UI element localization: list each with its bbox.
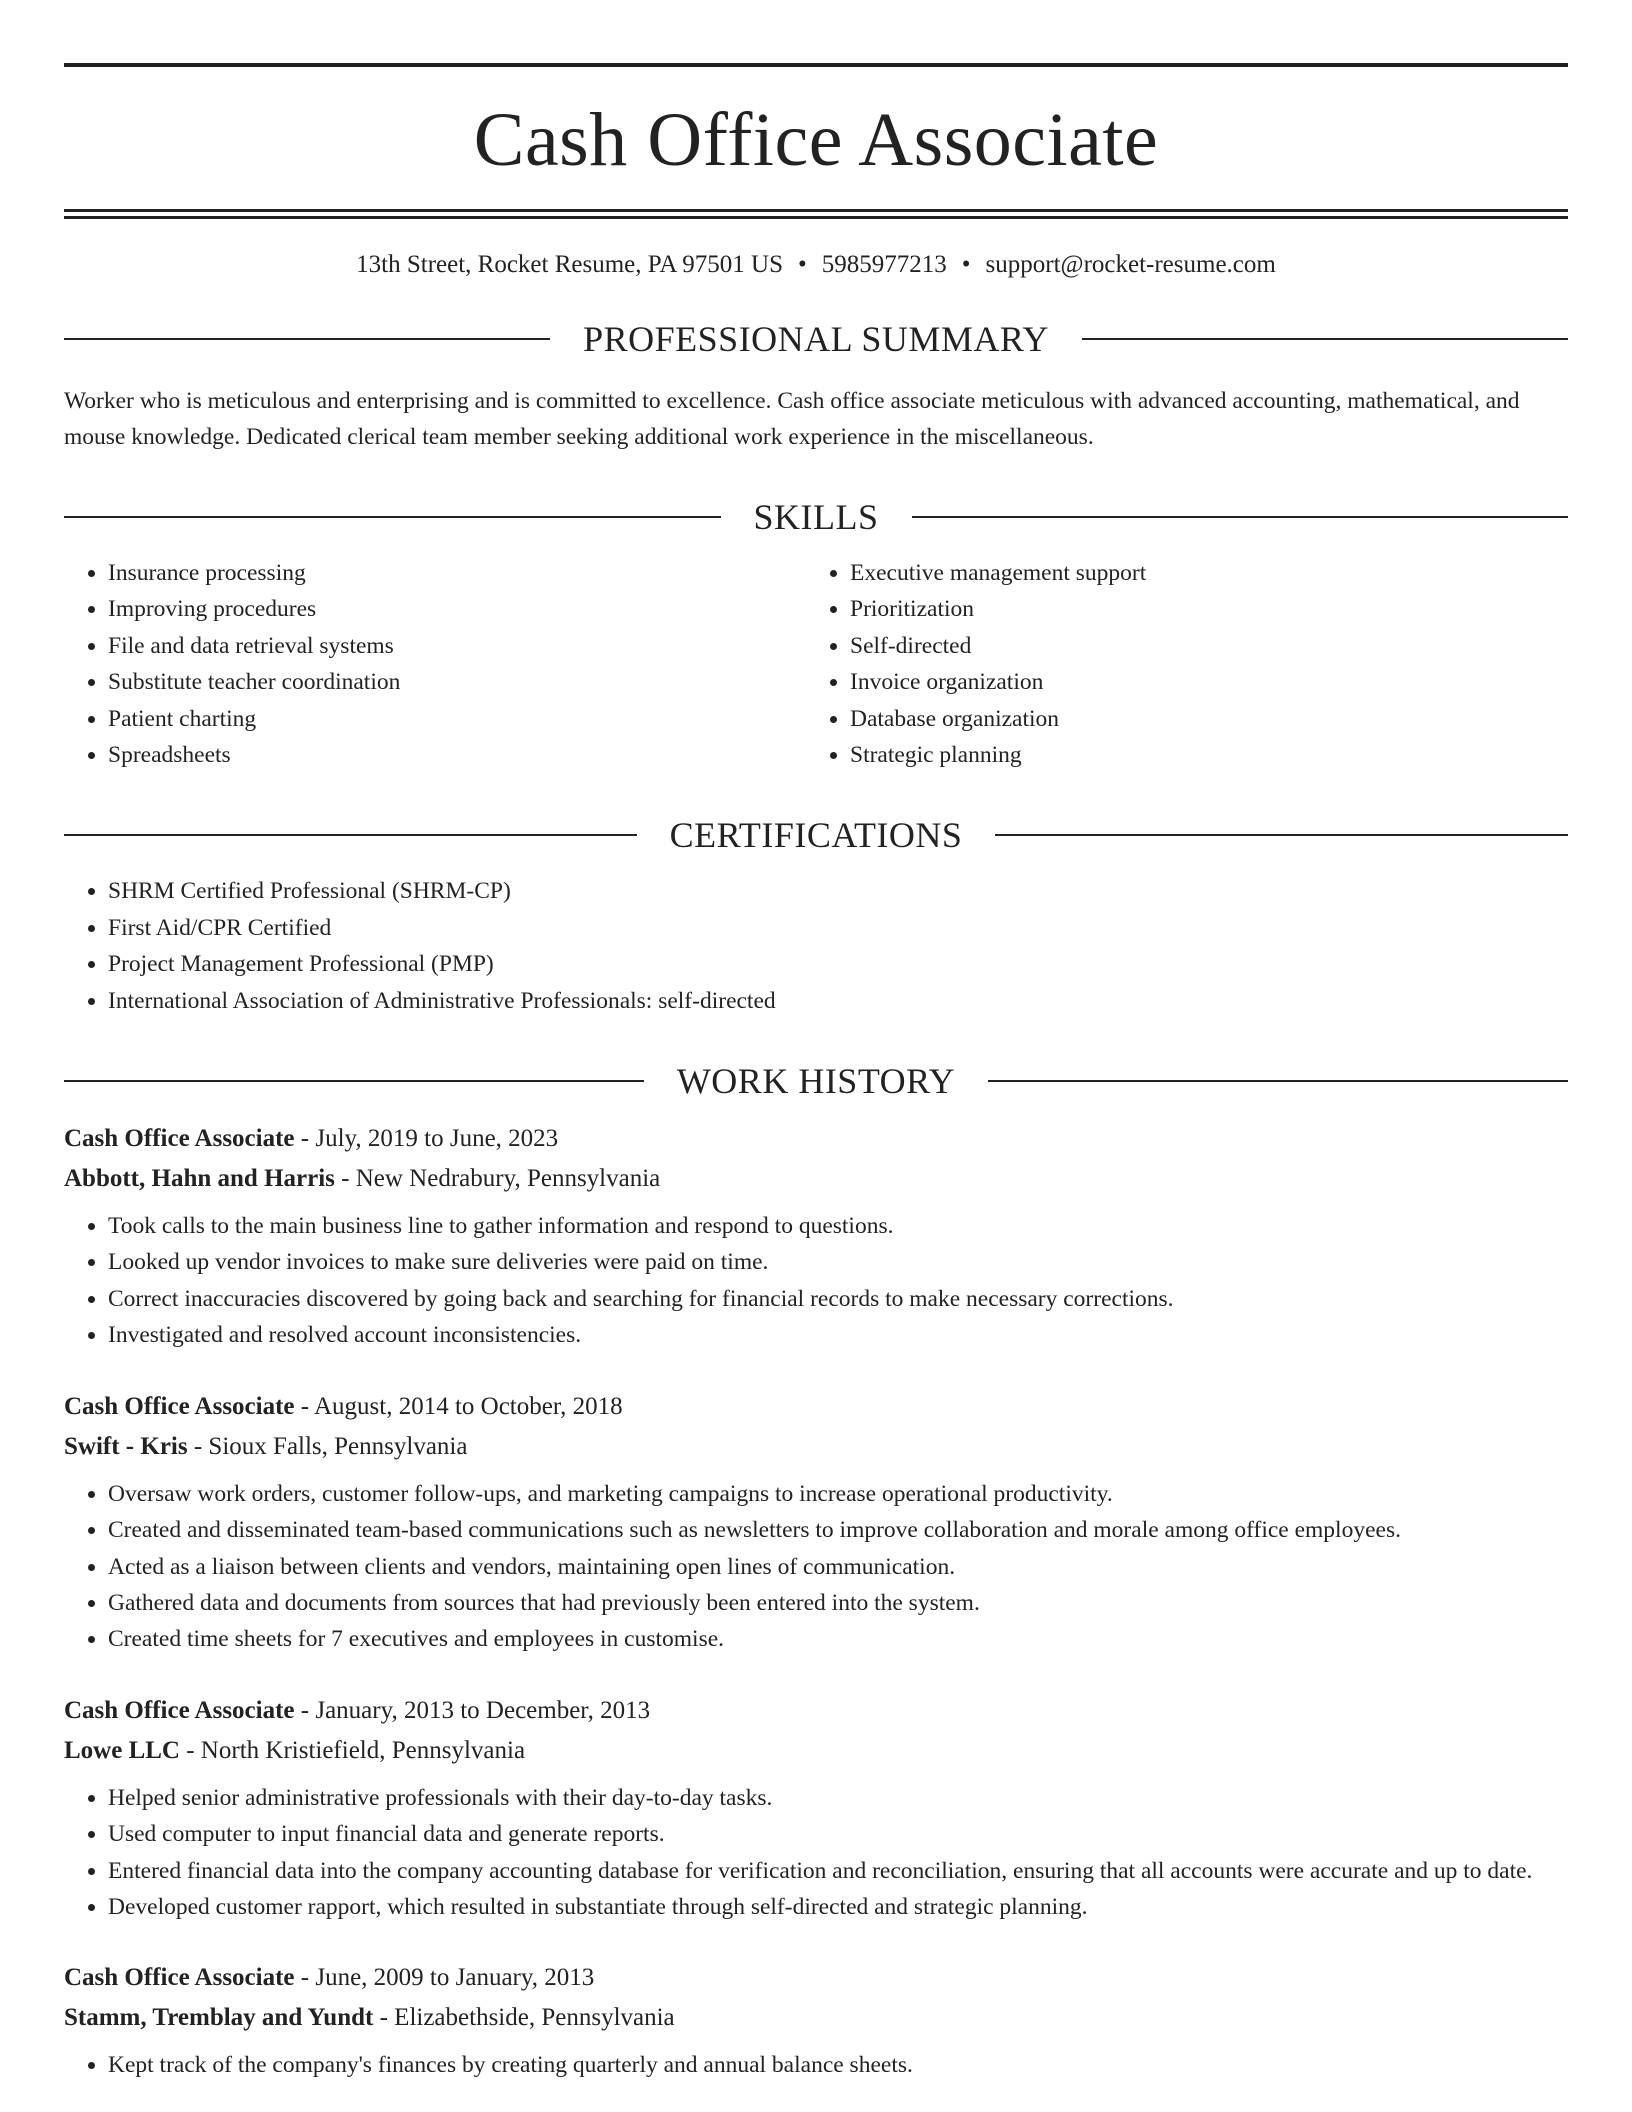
job-bullet: • Gathered data and documents from sources that had previously been entered into the system. [108,1585,1568,1621]
job-bullets [64,1780,1568,1926]
skill-item: • Strategic planning [850,737,1548,773]
job-company: Stamm, Tremblay and Yundt [64,2004,374,2032]
job-company: Swift - Kris [64,1432,188,1460]
certification-item: • First Aid/CPR Certified [108,910,1568,946]
skill-item: • Self-directed [850,628,1548,664]
section-header-summary [64,321,1568,357]
job-company: Lowe LLC [64,1736,180,1764]
section-title: SKILLS [753,497,879,537]
job-title-line [64,1119,1568,1159]
header-top-rule [64,63,1568,67]
job-bullet: • Developed customer rapport, which resulted in substantiate through self-directed and strategic planning. [108,1889,1568,1925]
job-bullet: • Entered financial data into the company accounting database for verification and reconciliation, ensuring that all accounts were accurate and up to date. [108,1853,1568,1889]
job-company: Abbott, Hahn and Harris [64,1165,335,1193]
job-dates: - July, 2019 to June, 2023 [294,1125,559,1153]
summary-text: Worker who is meticulous and enterprising and is committed to excellence. Cash office associate meticulous with advanced accounting, mathematical, and mouse knowledge. Dedicated clerical team member seeking additional work experience in the miscellaneous. [64,388,1520,450]
section-title: WORK HISTORY [676,1061,956,1102]
job-role: Cash Office Associate [64,1125,295,1153]
job-bullet: • Acted as a liaison between clients and vendors, maintaining open lines of communication. [108,1549,1568,1585]
certifications-list [64,873,1568,1019]
job-role: Cash Office Associate [64,1964,295,1992]
skill-item: • Insurance processing [108,555,806,591]
section-divider [64,1080,644,1082]
skills-columns [64,555,1568,773]
job-bullets [64,2047,1568,2083]
contact-email: support@rocket-resume.com [985,251,1276,278]
job-bullet: • Created and disseminated team-based communications such as newsletters to improve collaboration and morale among office employees. [108,1512,1568,1548]
job-entry [64,1691,1568,1926]
skill-item: • File and data retrieval systems [108,628,806,664]
job-title-line [64,1387,1568,1427]
section-header-work-history [64,1061,1568,1102]
skill-item: • Database organization [850,701,1548,737]
section-divider [995,834,1568,836]
section-divider [912,516,1569,518]
job-location: - New Nedrabury, Pennsylvania [334,1165,661,1193]
section-divider [64,516,721,518]
job-role: Cash Office Associate [64,1696,295,1724]
section-divider [988,1080,1568,1082]
job-bullet: • Looked up vendor invoices to make sure deliveries were paid on time. [108,1244,1568,1280]
certification-item: • International Association of Administrative Professionals: self-directed [108,983,1568,1019]
section-title: CERTIFICATIONS [669,815,963,856]
skill-item: • Patient charting [108,701,806,737]
section-divider [64,338,550,340]
job-dates: - June, 2009 to January, 2013 [294,1964,595,1992]
job-bullet: • Kept track of the company's finances by creating quarterly and annual balance sheets. [108,2047,1568,2083]
resume-page [64,0,1568,2084]
skills-list [64,555,806,773]
job-role: Cash Office Associate [64,1392,295,1420]
job-dates: - January, 2013 to December, 2013 [294,1696,651,1724]
skill-item: • Prioritization [850,591,1548,627]
job-company-line [64,1731,1568,1771]
section-divider [1082,338,1568,340]
job-company-line [64,1427,1568,1467]
contact-separator: • [961,251,971,278]
certification-item: • Project Management Professional (PMP) [108,946,1568,982]
section-title: PROFESSIONAL SUMMARY [583,319,1049,359]
job-bullet: • Oversaw work orders, customer follow-ups, and marketing campaigns to increase operational productivity. [108,1476,1568,1512]
job-entry [64,1387,1568,1658]
skill-item: • Substitute teacher coordination [108,664,806,700]
job-bullets [64,1476,1568,1658]
contact-separator: • [798,251,807,278]
skill-item: • Executive management support [850,555,1548,591]
certifications-block [64,873,1568,1019]
contact-address: 13th Street, Rocket Resume, PA 97501 US [356,251,784,278]
job-bullet: • Correct inaccuracies discovered by going back and searching for financial records to make necessary corrections. [108,1281,1568,1317]
job-bullet: • Used computer to input financial data and generate reports. [108,1816,1568,1852]
skill-item: • Invoice organization [850,664,1548,700]
skills-list [806,555,1548,773]
job-bullets [64,1208,1568,1354]
resume-name: Cash Office Associate [473,98,1159,182]
section-header-certifications [64,815,1568,856]
section-divider [64,834,637,836]
header-double-rule [64,209,1568,219]
skill-item: • Spreadsheets [108,737,806,773]
job-location: - North Kristiefield, Pennsylvania [179,1736,526,1764]
skills-column-right [806,555,1548,773]
certification-item: • SHRM Certified Professional (SHRM-CP) [108,873,1568,909]
job-title-line [64,1691,1568,1731]
job-entry [64,1119,1568,1354]
job-dates: - August, 2014 to October, 2018 [294,1392,623,1420]
job-location: - Elizabethside, Pennsylvania [373,2004,675,2032]
job-location: - Sioux Falls, Pennsylvania [187,1432,468,1460]
job-company-line [64,1998,1568,2038]
job-bullet: • Investigated and resolved account inconsistencies. [108,1317,1568,1353]
contact-line [64,252,1568,277]
job-entry [64,1958,1568,2083]
section-header-skills [64,499,1568,535]
job-title-line [64,1958,1568,1998]
contact-phone: 5985977213 [821,251,947,278]
skill-item: • Improving procedures [108,591,806,627]
job-bullet: • Created time sheets for 7 executives and employees in customise. [108,1621,1568,1657]
job-bullet: • Helped senior administrative professionals with their day-to-day tasks. [108,1780,1568,1816]
job-company-line [64,1159,1568,1199]
skills-column-left [64,555,806,773]
job-bullet: • Took calls to the main business line to gather information and respond to questions. [108,1208,1568,1244]
